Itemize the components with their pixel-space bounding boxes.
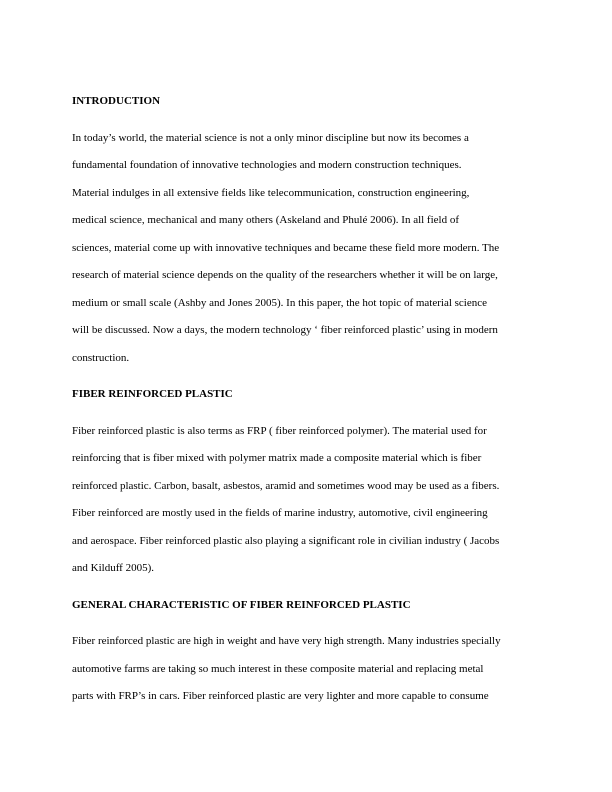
paragraph-line: automotive farms are taking so much interest in these composite material and replacing metal	[72, 662, 484, 675]
general-characteristic-paragraph	[72, 628, 540, 711]
paragraph-line: In today’s world, the material science is not a only minor discipline but now its becomes a	[72, 131, 469, 144]
introduction-paragraph	[72, 125, 540, 373]
paragraph-line: will be discussed. Now a days, the modern technology ‘ fiber reinforced plastic’ using in modern	[72, 324, 498, 336]
paragraph-line: medical science, mechanical and many others (Askeland and Phulé 2006). In all field of	[72, 214, 460, 226]
paragraph-line: and Kilduff 2005).	[72, 562, 154, 574]
section-heading-fiber-reinforced-plastic: FIBER REINFORCED PLASTIC	[72, 388, 233, 400]
paragraph-line: Fiber reinforced plastic are high in weight and have very high strength. Many industries specially	[72, 635, 501, 647]
paragraph-line: sciences, material come up with innovative techniques and became these field more modern. The	[72, 241, 500, 254]
paragraph-line: Material indulges in all extensive fields like telecommunication, construction engineering,	[72, 186, 470, 199]
section-heading-introduction: INTRODUCTION	[72, 95, 161, 107]
paragraph-line: medium or small scale (Ashby and Jones 2005). In this paper, the hot topic of material science	[72, 296, 488, 309]
paragraph-line: and aerospace. Fiber reinforced plastic also playing a significant role in civilian industry ( Jacobs	[72, 534, 500, 547]
paragraph-line: parts with FRP’s in cars. Fiber reinforced plastic are very lighter and more capable to consume	[72, 690, 489, 702]
paragraph-line: reinforcing that is fiber mixed with polymer matrix made a composite material which is fiber	[72, 452, 482, 464]
paragraph-line: fundamental foundation of innovative technologies and modern construction techniques.	[72, 159, 462, 171]
paragraph-line: research of material science depends on the quality of the researchers whether it will be on large,	[72, 269, 498, 281]
fiber-reinforced-plastic-paragraph	[72, 418, 540, 583]
paragraph-line: Fiber reinforced plastic is also terms as FRP ( fiber reinforced polymer). The material used for	[72, 424, 487, 437]
paragraph-line: reinforced plastic. Carbon, basalt, asbestos, aramid and sometimes wood may be used as a fibers.	[72, 479, 500, 492]
paragraph-line: construction.	[72, 351, 130, 364]
paragraph-line: Fiber reinforced are mostly used in the fields of marine industry, automotive, civil engineering	[72, 507, 488, 519]
section-heading-general-characteristic: GENERAL CHARACTERISTIC OF FIBER REINFORCED PLASTIC	[72, 598, 411, 611]
